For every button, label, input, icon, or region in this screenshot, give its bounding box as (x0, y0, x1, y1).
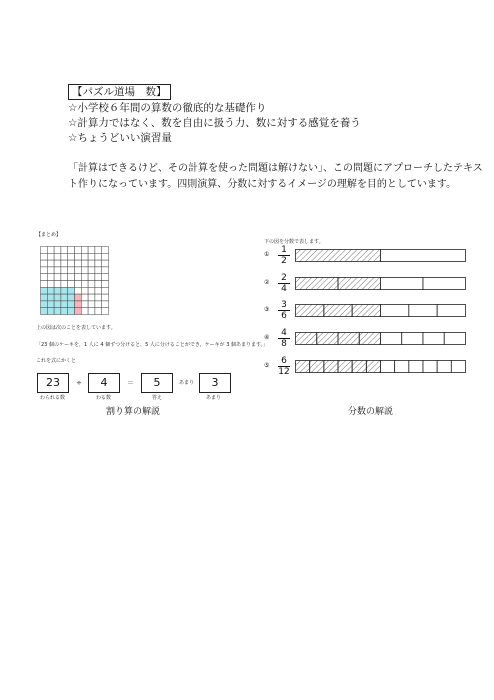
grid-cell (95, 287, 102, 294)
grid-cell (68, 274, 75, 281)
empty-part (444, 333, 465, 345)
grid-cell (41, 253, 48, 260)
grid-cell (68, 308, 75, 315)
grid-cell (81, 274, 88, 281)
empty-part (381, 278, 424, 290)
grid-cell (75, 274, 82, 281)
grid-cell (95, 274, 102, 281)
shaded-part (296, 361, 310, 373)
grid-cell (102, 287, 109, 294)
empty-part (381, 305, 409, 317)
grid-cell (47, 294, 54, 301)
shaded-part (338, 278, 381, 290)
grid-cell (75, 267, 82, 274)
grid-cell (54, 253, 61, 260)
grid-cell (95, 281, 102, 288)
grid-cell (41, 274, 48, 281)
grid-cell (81, 260, 88, 267)
grid-cell (68, 301, 75, 308)
grid-cell (81, 287, 88, 294)
grid-cell (102, 253, 109, 260)
grid-cell (88, 287, 95, 294)
summary-label: 【まとめ】 (36, 232, 62, 238)
grid-cell (95, 267, 102, 274)
dividend-label: わられる数 (40, 395, 66, 401)
grid-cell (41, 260, 48, 267)
fraction-bar-diagram-5 (295, 360, 466, 373)
grid-cell (88, 247, 95, 254)
grid-cell (95, 247, 102, 254)
grid-cell (41, 301, 48, 308)
shaded-part (359, 333, 380, 345)
dividend-box: 23 (37, 373, 69, 393)
grid-cell (68, 281, 75, 288)
remainder-box: 3 (199, 373, 231, 393)
division-grid (40, 246, 110, 316)
grid-cell (88, 274, 95, 281)
grid-cell (75, 294, 82, 301)
grid-cell (95, 308, 102, 315)
divisor-box: 4 (88, 373, 120, 393)
grid-cell (61, 301, 68, 308)
grid-cell (47, 267, 54, 274)
quotient-box: 5 (141, 373, 173, 393)
grid-cell (88, 267, 95, 274)
shaded-part (296, 333, 317, 345)
division-caption: 割り算の解説 (106, 407, 161, 417)
fraction-label-3 (277, 300, 291, 321)
divide-sign: ÷ (76, 379, 82, 387)
grid-cell (88, 301, 95, 308)
division-text-3: これを式にかくと (36, 358, 77, 364)
grid-cell (68, 260, 75, 267)
fraction-caption: 分数の解説 (348, 407, 394, 417)
grid-cell (54, 287, 61, 294)
shaded-part (352, 305, 380, 317)
shaded-part (296, 278, 339, 290)
grid-cell (75, 247, 82, 254)
fraction-marker: ① (264, 251, 270, 258)
fraction-denominator: 12 (278, 367, 290, 377)
grid-cell (102, 301, 109, 308)
grid-cell (102, 294, 109, 301)
grid-cell (75, 308, 82, 315)
fraction-marker: ② (264, 279, 270, 286)
fraction-marker: ⑤ (264, 362, 270, 369)
grid-cell (47, 308, 54, 315)
fraction-numerator: 2 (281, 273, 287, 283)
empty-part (423, 278, 466, 290)
empty-part (381, 250, 466, 262)
fraction-numerator: 1 (281, 245, 287, 255)
grid-cell (41, 281, 48, 288)
grid-cell (61, 294, 68, 301)
grid-cell (102, 281, 109, 288)
grid-cell (61, 287, 68, 294)
fraction-bar-diagram-4 (295, 332, 466, 345)
grid-cell (47, 301, 54, 308)
grid-cell (75, 253, 82, 260)
grid-cell (54, 260, 61, 267)
fraction-label-4 (277, 328, 291, 349)
grid-cell (102, 267, 109, 274)
fraction-marker: ④ (264, 334, 270, 341)
grid-cell (47, 274, 54, 281)
shaded-part (338, 361, 352, 373)
fraction-label: 下の図を分数で表します。 (264, 239, 324, 245)
grid-cell (54, 274, 61, 281)
shaded-part (324, 305, 352, 317)
divisor-label: わる数 (96, 395, 112, 401)
grid-cell (61, 281, 68, 288)
grid-cell (95, 294, 102, 301)
grid-cell (61, 260, 68, 267)
grid-cell (41, 287, 48, 294)
grid-cell (81, 267, 88, 274)
grid-cell (54, 267, 61, 274)
empty-part (451, 361, 465, 373)
grid-cell (75, 301, 82, 308)
grid-cell (88, 260, 95, 267)
grid-cell (68, 287, 75, 294)
empty-part (381, 333, 402, 345)
grid-cell (54, 281, 61, 288)
grid-cell (95, 301, 102, 308)
grid-cell (81, 247, 88, 254)
grid-cell (61, 308, 68, 315)
grid-cell (61, 267, 68, 274)
shaded-part (296, 250, 381, 262)
grid-cell (88, 253, 95, 260)
empty-part (395, 361, 409, 373)
grid-cell (68, 253, 75, 260)
grid-cell (88, 308, 95, 315)
shaded-part (310, 361, 324, 373)
grid-cell (75, 260, 82, 267)
grid-cell (81, 308, 88, 315)
quotient-label: 答え (152, 395, 163, 401)
division-text-1: 上の図は次のことを表しています。 (36, 325, 116, 331)
grid-cell (102, 260, 109, 267)
grid-cell (68, 294, 75, 301)
fraction-marker: ③ (264, 306, 270, 313)
fraction-label-1 (277, 245, 291, 266)
grid-cell (68, 247, 75, 254)
fraction-bar-diagram-1 (295, 249, 466, 262)
grid-cell (47, 287, 54, 294)
grid-cell (81, 281, 88, 288)
division-text-2: 「23 個のケーキを，1 人に 4 個ずつ分けると，5 人に分けることができ，ケーキが 3 個あまります。」 (36, 342, 269, 348)
empty-part (381, 361, 395, 373)
grid-cell (61, 247, 68, 254)
fraction-numerator: 4 (281, 328, 287, 338)
remainder-word: あまり (179, 380, 195, 386)
grid-cell (41, 247, 48, 254)
grid-cell (54, 247, 61, 254)
grid-cell (102, 247, 109, 254)
grid-cell (68, 267, 75, 274)
grid-cell (47, 281, 54, 288)
empty-part (423, 333, 444, 345)
grid-cell (41, 308, 48, 315)
empty-part (437, 305, 465, 317)
shaded-part (366, 361, 380, 373)
grid-cell (75, 287, 82, 294)
grid-cell (88, 294, 95, 301)
grid-cell (95, 260, 102, 267)
grid-cell (81, 253, 88, 260)
bullet-3: ☆ちょうどいい演習量 (68, 132, 172, 144)
grid-cell (54, 294, 61, 301)
fraction-denominator: 8 (281, 339, 287, 349)
grid-cell (47, 260, 54, 267)
empty-part (402, 333, 423, 345)
empty-part (409, 305, 437, 317)
fraction-denominator: 4 (281, 284, 287, 294)
fraction-bar-diagram-2 (295, 277, 466, 290)
equals-sign: ＝ (127, 379, 134, 387)
grid-cell (102, 308, 109, 315)
empty-part (423, 361, 437, 373)
grid-cell (75, 281, 82, 288)
grid-cell (61, 253, 68, 260)
grid-cell (41, 294, 48, 301)
description-line-1: 「計算はできるけど、その計算を使った問題は解けない」、この問題にアプローチしたテキス (68, 163, 483, 174)
empty-part (409, 361, 423, 373)
grid-cell (54, 308, 61, 315)
bullet-1: ☆小学校６年間の算数の徹底的な基礎作り (68, 102, 267, 114)
grid-cell (47, 247, 54, 254)
fraction-bar-diagram-3 (295, 304, 466, 317)
page-title: 【パズル道場 数】 (68, 84, 171, 100)
grid-cell (81, 301, 88, 308)
empty-part (437, 361, 451, 373)
grid-cell (95, 253, 102, 260)
description-line-2: ト作りになっています。四則演算、分数に対するイメージの理解を目的としています。 (68, 179, 457, 190)
grid-cell (88, 281, 95, 288)
grid-cell (47, 253, 54, 260)
grid-cell (61, 274, 68, 281)
grid-cell (41, 267, 48, 274)
bullet-2: ☆計算力ではなく、数を自由に扱う力、数に対する感覚を養う (68, 117, 361, 129)
grid-cell (102, 274, 109, 281)
shaded-part (338, 333, 359, 345)
fraction-numerator: 3 (281, 300, 287, 310)
shaded-part (324, 361, 338, 373)
fraction-numerator: 6 (281, 356, 287, 366)
shaded-part (317, 333, 338, 345)
grid-cell (81, 294, 88, 301)
remainder-label: あまり (206, 395, 222, 401)
fraction-label-2 (277, 273, 291, 294)
fraction-label-5 (277, 356, 291, 377)
fraction-denominator: 2 (281, 256, 287, 266)
grid-cell (54, 301, 61, 308)
shaded-part (296, 305, 324, 317)
shaded-part (352, 361, 366, 373)
fraction-denominator: 6 (281, 311, 287, 321)
